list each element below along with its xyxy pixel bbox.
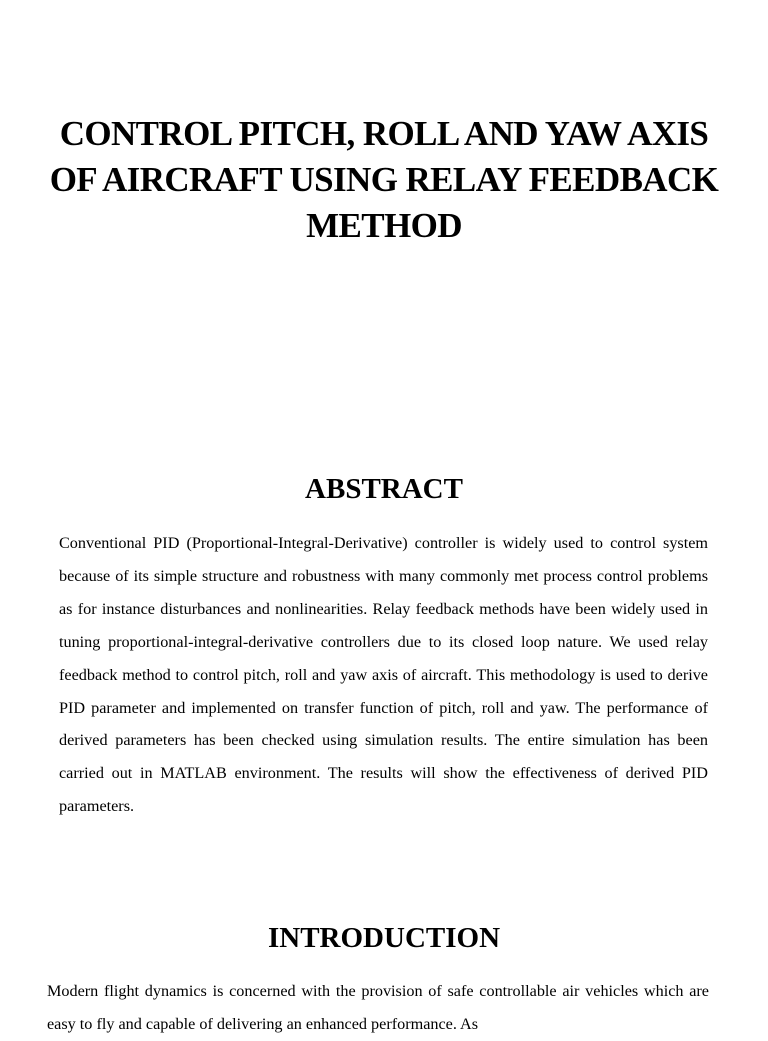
- abstract-heading: ABSTRACT: [305, 473, 463, 505]
- paper-title: CONTROL PITCH, ROLL AND YAW AXIS OF AIRCRAFT USING RELAY FEEDBACK METHOD: [49, 114, 719, 245]
- abstract-paragraph: Conventional PID (Proportional-Integral-Derivative) controller is widely used to control system because of its simple structure and robustness with many commonly met process control problems as for instance disturbances and nonlinearities. Relay feedback methods have been widely used in tuning proportional-integral-derivative controllers due to its closed loop nature. We used relay feedback method to control pitch, roll and yaw axis of aircraft. This methodology is used to derive PID parameter and implemented on transfer function of pitch, roll and yaw. The performance of derived parameters has been checked using simulation results. The entire simulation has been carried out in MATLAB environment. The results will show the effectiveness of derived PID parameters.: [59, 534, 708, 816]
- introduction-heading: INTRODUCTION: [267, 922, 501, 954]
- introduction-paragraph: Modern flight dynamics is concerned with the provision of safe controllable air vehicles which are easy to fly and capable of delivering an enhanced performance. As: [47, 982, 709, 1033]
